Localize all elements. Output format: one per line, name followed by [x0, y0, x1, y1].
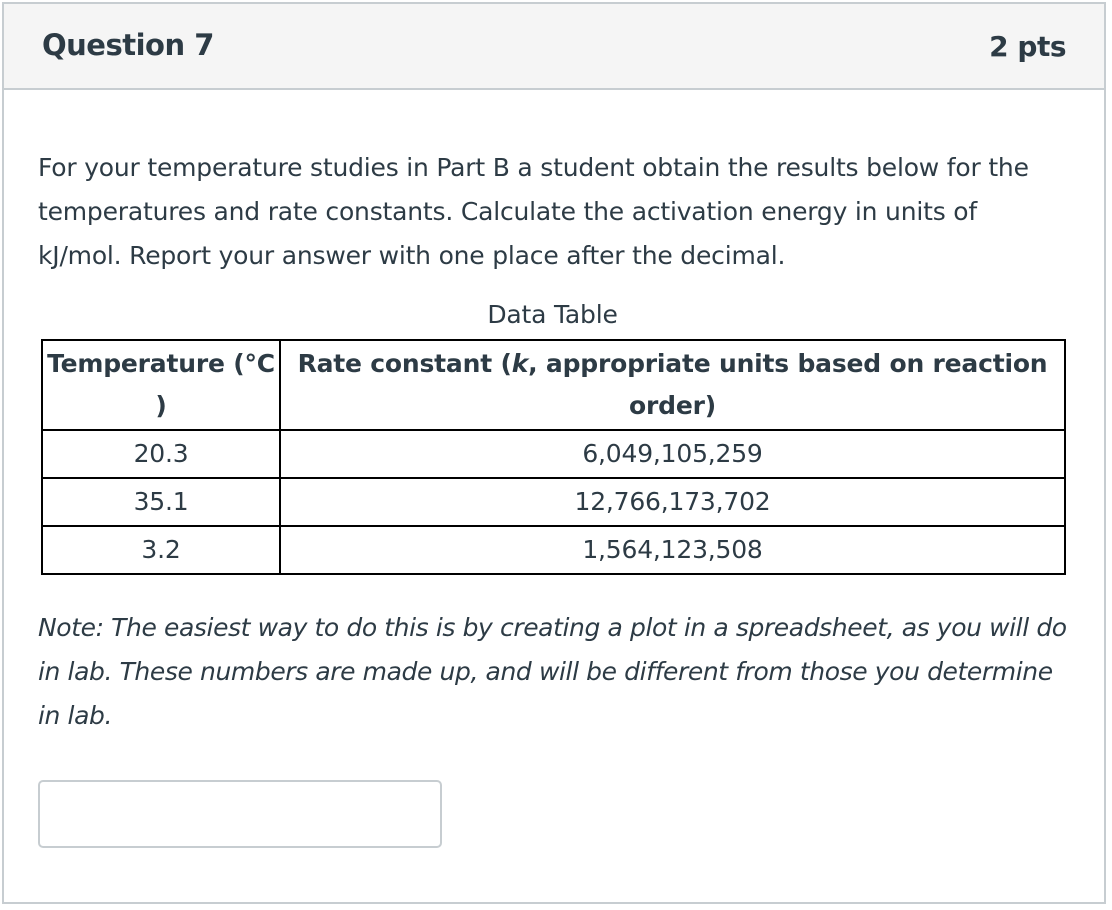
table-row: [42, 430, 1065, 478]
question-prompt: For your temperature studies in Part B a student obtain the results below for the temperatures and rate constants. Calculate the activation energy in units of kJ/mol. Report your answer with one place after the decimal.: [38, 153, 1029, 270]
rate-header-prefix: Rate constant (: [297, 349, 512, 378]
rate-header-k: k: [511, 349, 529, 378]
rate-cell: 12,766,173,702: [280, 478, 1065, 526]
temperature-cell: 35.1: [42, 478, 280, 526]
question-title: Question 7: [42, 28, 214, 62]
temperature-header: [42, 340, 280, 430]
rate-header-suffix: , appropriate units based on reaction order): [528, 349, 1048, 420]
table-caption: Data Table: [487, 300, 618, 329]
question-points: 2 pts: [989, 30, 1066, 63]
rate-cell: 1,564,123,508: [280, 526, 1065, 574]
question-note: Note: The easiest way to do this is by creating a plot in a spreadsheet, as you will do in lab. These numbers are made up, and will be different from those you determine in lab.: [38, 613, 1067, 730]
rate-cell: 6,049,105,259: [280, 430, 1065, 478]
question-header: [4, 4, 1104, 90]
temperature-header-label: Temperature (°C ): [47, 349, 275, 420]
answer-input[interactable]: [38, 780, 442, 848]
table-row: [42, 478, 1065, 526]
temperature-cell: 3.2: [42, 526, 280, 574]
temperature-cell: 20.3: [42, 430, 280, 478]
data-table: [41, 339, 1066, 575]
table-header-row: [42, 340, 1065, 430]
rate-constant-header: [280, 340, 1065, 430]
table-row: [42, 526, 1065, 574]
